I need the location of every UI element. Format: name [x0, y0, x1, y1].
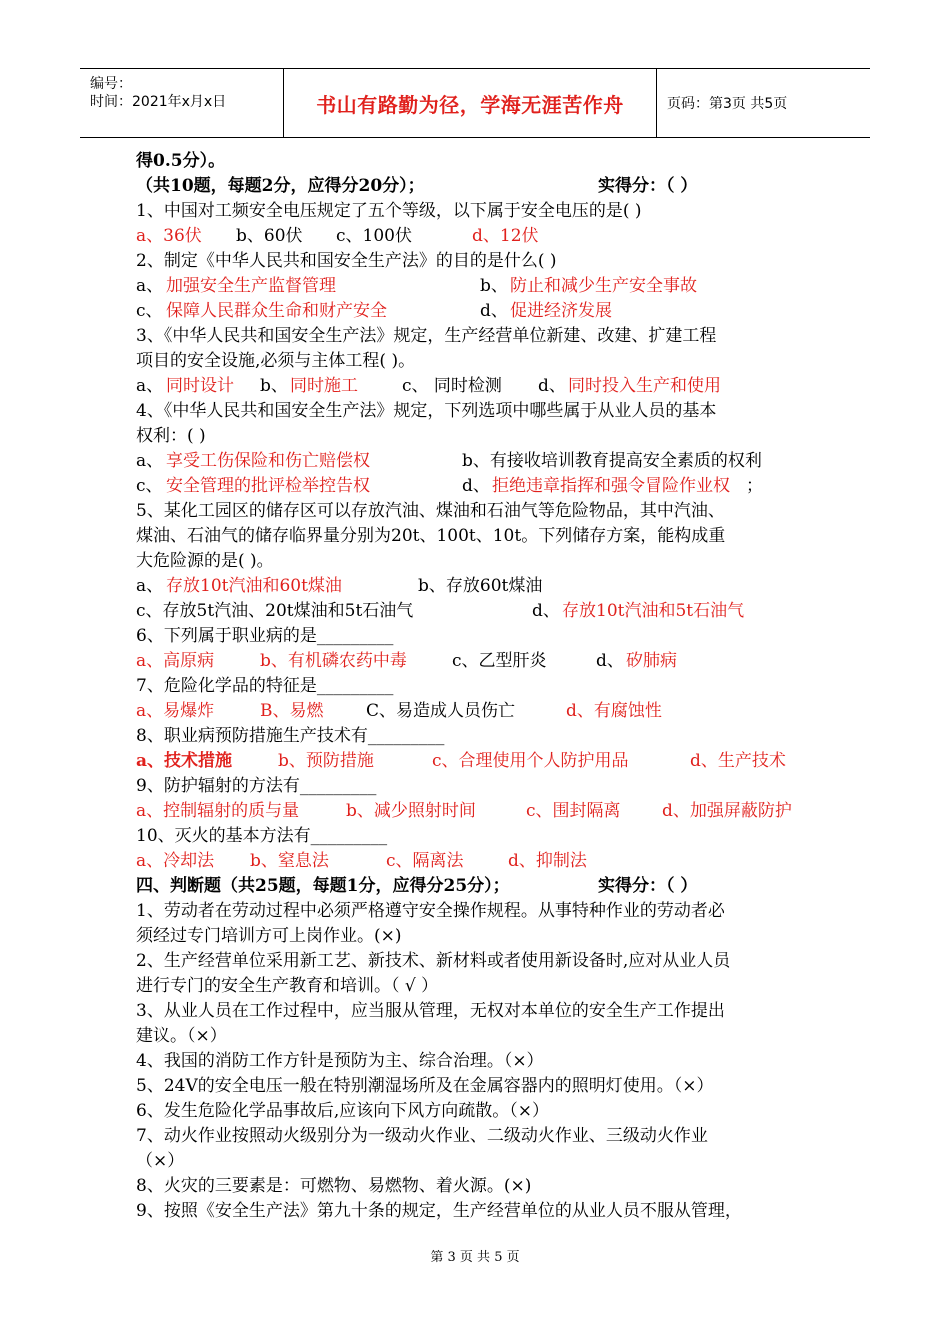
line-text: 4、我国的消防工作方针是预防为主、综合治理。（×）: [136, 1051, 544, 1071]
text-line: [136, 149, 876, 173]
line-text: 3、《中华人民共和国安全生产法》规定，生产经营单位新建、改建、扩建工程: [136, 326, 717, 346]
line-text: 项目的安全设施,必须与主体工程( )。: [136, 351, 416, 371]
answer-text: 保障人民群众生命和财产安全: [166, 301, 387, 321]
line-text: a、: [136, 576, 164, 596]
text-line: [136, 1049, 876, 1073]
text-line: [136, 299, 876, 323]
line-text: 1、劳动者在劳动过程中必须严格遵守安全操作规程。从事特种作业的劳动者必: [136, 901, 725, 921]
text-line: [136, 799, 876, 823]
answer-text: 存放10t汽油和5t石油气: [562, 601, 745, 621]
text-line: [136, 824, 876, 848]
text-line: [136, 1174, 876, 1198]
line-text: 得0.5分）。: [136, 151, 226, 171]
line-text: 7、危险化学品的特征是_________: [136, 676, 394, 696]
line-text: 6、发生危险化学品事故后,应该向下风方向疏散。（×）: [136, 1101, 549, 1121]
text-line: [136, 699, 876, 723]
line-text: b、有接收培训教育提高安全素质的权利: [462, 451, 762, 471]
line-text: （×）: [136, 1151, 185, 1171]
line-text: 建议。（×）: [136, 1026, 227, 1046]
line-text: 10、灭火的基本方法有_________: [136, 826, 388, 846]
text-line: [136, 1124, 876, 1148]
line-text: （共10题，每题2分，应得分20分）；: [136, 176, 425, 196]
answer-text: a、冷却法: [136, 851, 215, 871]
text-line: [136, 524, 876, 548]
line-text: C、易造成人员伤亡: [366, 701, 516, 721]
answer-text: 同时设计: [166, 376, 234, 396]
answer-text: 同时投入生产和使用: [568, 376, 721, 396]
answer-text: 存放10t汽油和60t煤油: [166, 576, 342, 596]
header-page-cell: [657, 69, 870, 137]
text-line: [136, 174, 876, 198]
text-line: [136, 1149, 876, 1173]
answer-text: 享受工伤保险和伤亡赔偿权: [166, 451, 370, 471]
line-text: 2、制定《中华人民共和国安全生产法》的目的是什么( ): [136, 251, 557, 271]
line-text: 煤油、石油气的储存临界量分别为20t、100t、10t。下列储存方案，能构成重: [136, 526, 726, 546]
line-text: c、100伏: [336, 226, 412, 246]
text-line: [136, 649, 876, 673]
text-line: [136, 424, 876, 448]
answer-text: c、围封隔离: [526, 801, 621, 821]
line-text: 进行专门的安全生产教育和培训。（ √ ）: [136, 976, 439, 996]
line-text: 四、判断题（共25题，每题1分，应得分25分）；: [136, 876, 510, 896]
line-text: 8、职业病预防措施生产技术有_________: [136, 726, 445, 746]
header-motto-cell: [284, 69, 657, 137]
answer-text: 防止和减少生产安全事故: [510, 276, 697, 296]
text-line: [136, 874, 876, 898]
line-text: b、: [260, 376, 288, 396]
header-motto: 书山有路勤为径，学海无涯苦作舟: [316, 92, 624, 117]
line-text: a、: [136, 376, 164, 396]
text-line: [136, 349, 876, 373]
line-text: 须经过专门培训方可上岗作业。(×): [136, 926, 402, 946]
header-meta: [80, 69, 284, 137]
text-line: [136, 849, 876, 873]
line-text: a、: [136, 276, 164, 296]
line-text: d、: [480, 301, 508, 321]
code-label: 编号：: [90, 76, 132, 92]
answer-text: 安全管理的批评检举控告权: [166, 476, 370, 496]
text-line: [136, 724, 876, 748]
line-text: d、: [532, 601, 560, 621]
line-text: 6、下列属于职业病的是_________: [136, 626, 394, 646]
text-line: [136, 999, 876, 1023]
line-text: d、: [538, 376, 566, 396]
text-line: [136, 1074, 876, 1098]
answer-text: b、预防措施: [278, 751, 374, 771]
line-text: b、60伏: [236, 226, 303, 246]
answer-text: b、有机磷农药中毒: [260, 651, 407, 671]
line-text: a、: [136, 451, 164, 471]
text-line: [136, 324, 876, 348]
line-text: 4、《中华人民共和国安全生产法》规定，下列选项中哪些属于从业人员的基本: [136, 401, 717, 421]
line-text: c、: [136, 476, 163, 496]
answer-text: 同时施工: [290, 376, 358, 396]
line-text: c、 同时检测: [402, 376, 502, 396]
line-text: 5、某化工园区的储存区可以存放汽油、煤油和石油气等危险物品，其中汽油、: [136, 501, 725, 521]
text-line: [136, 774, 876, 798]
page-label: 页码：第3页 共5页: [667, 96, 788, 112]
answer-text: d、生产技术: [690, 751, 786, 771]
line-text: 9、防护辐射的方法有_________: [136, 776, 377, 796]
page-footer: 第 3 页 共 5 页: [430, 1250, 520, 1265]
line-text: 8、火灾的三要素是：可燃物、易燃物、着火源。(×): [136, 1176, 532, 1196]
answer-text: 矽肺病: [626, 651, 677, 671]
text-line: [136, 274, 876, 298]
text-line: [136, 674, 876, 698]
text-line: [136, 599, 876, 623]
line-text: b、: [480, 276, 508, 296]
text-line: [136, 499, 876, 523]
answer-text: d、12伏: [472, 226, 539, 246]
answer-text: a、36伏: [136, 226, 202, 246]
answer-text: d、有腐蚀性: [566, 701, 662, 721]
text-line: [136, 974, 876, 998]
answer-text: a、易爆炸: [136, 701, 215, 721]
line-text: 大危险源的是( )。: [136, 551, 274, 571]
line-text: 9、按照《安全生产法》第九十条的规定，生产经营单位的从业人员不服从管理，: [136, 1201, 742, 1221]
text-line: [136, 549, 876, 573]
answer-text: d、加强屏蔽防护: [662, 801, 792, 821]
answer-text: a、控制辐射的质与量: [136, 801, 300, 821]
line-text: c、存放5t汽油、20t煤油和5t石油气: [136, 601, 414, 621]
line-text: c、: [136, 301, 163, 321]
answer-text: 拒绝违章指挥和强令冒险作业权: [492, 476, 730, 496]
text-line: [136, 1199, 876, 1223]
text-line: [136, 399, 876, 423]
text-line: [136, 949, 876, 973]
text-line: [136, 574, 876, 598]
line-text: 实得分：（ ）: [598, 176, 698, 196]
text-line: [136, 924, 876, 948]
answer-text: a、技术措施: [136, 751, 233, 771]
text-line: [136, 474, 876, 498]
text-line: [136, 749, 876, 773]
answer-text: 加强安全生产监督管理: [166, 276, 336, 296]
text-line: [136, 449, 876, 473]
time-label: 时间：2021年x月x日: [90, 94, 227, 110]
line-text: d、: [596, 651, 624, 671]
line-text: 实得分：（ ）: [598, 876, 698, 896]
text-line: [136, 624, 876, 648]
page-header: [80, 68, 870, 138]
line-text: d、: [462, 476, 490, 496]
line-text: 5、24V的安全电压一般在特别潮湿场所及在金属容器内的照明灯使用。（×）: [136, 1076, 714, 1096]
answer-text: b、减少照射时间: [346, 801, 476, 821]
line-text: 权利：( ): [136, 426, 206, 446]
text-line: [136, 199, 876, 223]
answer-text: d、抑制法: [508, 851, 587, 871]
text-line: [136, 1024, 876, 1048]
line-text: b、存放60t煤油: [418, 576, 543, 596]
line-text: 3、从业人员在工作过程中，应当服从管理，无权对本单位的安全生产工作提出: [136, 1001, 725, 1021]
line-text: 1、中国对工频安全电压规定了五个等级，以下属于安全电压的是( ): [136, 201, 642, 221]
answer-text: c、隔离法: [386, 851, 464, 871]
text-line: [136, 1099, 876, 1123]
text-line: [136, 224, 876, 248]
answer-text: a、高原病: [136, 651, 215, 671]
text-line: [136, 249, 876, 273]
text-line: [136, 374, 876, 398]
line-text: 2、生产经营单位采用新工艺、新技术、新材料或者使用新设备时,应对从业人员: [136, 951, 731, 971]
answer-text: b、窒息法: [250, 851, 329, 871]
answer-text: B、易燃: [260, 701, 324, 721]
line-text: c、乙型肝炎: [452, 651, 547, 671]
answer-text: 促进经济发展: [510, 301, 612, 321]
text-line: [136, 899, 876, 923]
line-text: 7、动火作业按照动火级别分为一级动火作业、二级动火作业、三级动火作业: [136, 1126, 708, 1146]
answer-text: c、合理使用个人防护用品: [432, 751, 629, 771]
line-text: ；: [746, 476, 763, 496]
